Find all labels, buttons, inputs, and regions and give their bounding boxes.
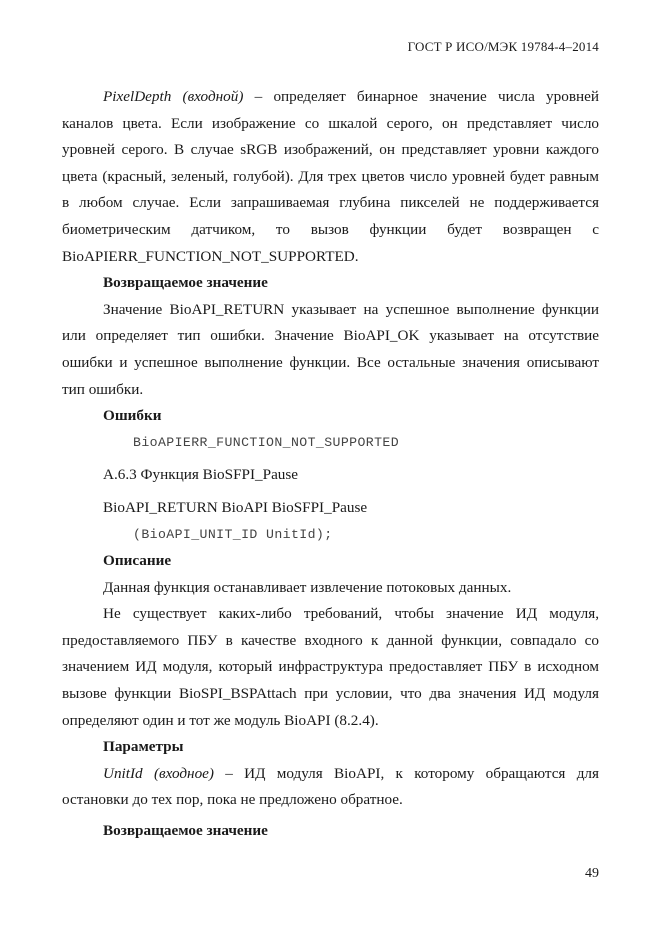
error-code: BioAPIERR_FUNCTION_NOT_SUPPORTED — [133, 434, 400, 450]
page-body — [62, 84, 599, 845]
section-title: A.6.3 Функция BioSFPI_Pause — [103, 466, 299, 484]
pixel-depth-term: PixelDepth (входной) — [103, 88, 244, 105]
pixel-depth-text: – определяет бинарное значение числа уровней каналов цвета. Если изображение со шкалой серого, он представляет число уровней серого. В случае sRGB изображений, он представляет уровни каждого цвета (красный, зеленый, голубой). Для трех цветов число уровней будет равным в любом случае. Если запрашиваемая глубина пикселей не поддерживается биометрическим датчиком, то вызов функции будет возвращен с BioAPIERR_FUNCTION_NOT_SUPPORTED. — [62, 88, 599, 265]
unitid-paragraph — [62, 761, 599, 814]
return-value-heading: Возвращаемое значение — [103, 274, 268, 292]
parameters-heading: Параметры — [103, 738, 184, 756]
page-number: 49 — [585, 866, 599, 881]
unitid-term: UnitId (входное) — [103, 764, 214, 782]
running-header: ГОСТ Р ИСО/МЭК 19784-4–2014 — [407, 39, 599, 54]
return-value-heading-2: Возвращаемое значение — [103, 822, 268, 840]
requirement-paragraph: Не существует каких-либо требований, чтобы значение ИД модуля, предоставляемого ПБУ в качестве входного к данной функции, совпадало со значением ИД модуля, который инфраструктура предоставляет ПБУ в исходном вызове функции BioSPI_BSPAttach при условии, что два значения ИД модуля определяют один и тот же модуль BioAPI (8.2.4). — [62, 605, 599, 729]
description-paragraph: Данная функция останавливает извлечение потоковых данных. — [103, 578, 512, 596]
function-signature: BioAPI_RETURN BioAPI BioSFPI_Pause — [103, 498, 368, 516]
pixel-depth-paragraph — [62, 84, 599, 270]
return-value-paragraph: Значение BioAPI_RETURN указывает на успешное выполнение функции или определяет тип ошибки. Значение BioAPI_OK указывает на отсутствие ошибки и успешное выполнение функции. Все остальные значения описывают тип ошибки. — [62, 300, 599, 398]
description-heading: Описание — [103, 552, 172, 570]
function-signature-params: (BioAPI_UNIT_ID UnitId); — [133, 526, 333, 542]
unitid-text: – ИД модуля BioAPI, к которому обращаются для остановки до тех пор, пока не предложено обратное. — [62, 764, 599, 809]
errors-heading: Ошибки — [103, 407, 162, 425]
